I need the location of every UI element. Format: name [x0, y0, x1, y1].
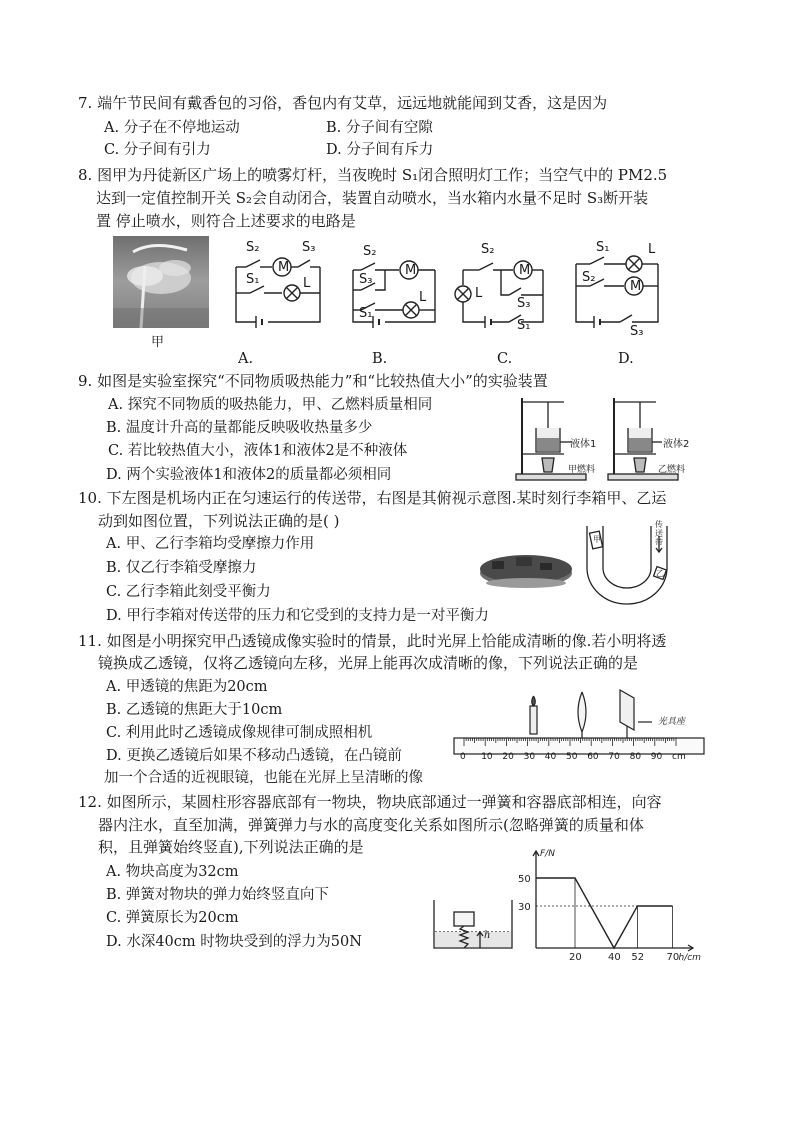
x-tick-label: 40 — [608, 952, 621, 963]
label-jia: 甲 — [593, 535, 601, 544]
sym-s3: S₃ — [359, 272, 373, 287]
sym-s3: S₃ — [302, 240, 316, 255]
q11-option-d[interactable]: D. 更换乙透镜后如果不移动凸透镜，在凸镜前 — [106, 748, 402, 764]
sym-s2: S₂ — [246, 240, 260, 255]
q11-stem-line2: 镜换成乙透镜，仅将乙透镜向左移，光屏上能再次成清晰的像，下列说法正确的是 — [98, 654, 639, 672]
circuit-label-d[interactable]: D. — [618, 351, 634, 367]
sym-s2: S₂ — [363, 244, 377, 259]
y-tick-label: 30 — [518, 902, 531, 913]
q10-option-a[interactable]: A. 甲、乙行李箱均受摩擦力作用 — [106, 536, 315, 552]
y-tick-label: 50 — [518, 874, 531, 885]
circuit-a — [228, 240, 328, 335]
q10-option-c[interactable]: C. 乙行李箱此刻受平衡力 — [106, 584, 271, 600]
ruler-tick-label: 50 — [566, 752, 578, 762]
q8-stem-line3: 置 停止喷水，则符合上述要求的电路是 — [96, 212, 356, 230]
q11-option-d-cont: 加一个合适的近视眼镜，也能在光屏上呈清晰的像 — [104, 770, 423, 786]
q7-option-c[interactable]: C. 分子间有引力 — [104, 142, 211, 158]
q8-stem-line1: 8. 图甲为丹徒新区广场上的喷雾灯杆，当夜晚时 S₁闭合照明灯工作；当空气中的 PM2.5 — [78, 166, 668, 184]
q11-option-a[interactable]: A. 甲透镜的焦距为20cm — [106, 679, 268, 695]
q9-option-c[interactable]: C. 若比较热值大小，液体1和液体2是不种液体 — [108, 443, 408, 459]
q10-stem-line2: 动到如图位置，下列说法正确的是( ) — [98, 512, 340, 530]
ruler-tick-label: cm — [672, 752, 686, 762]
q9-stem: 9. 如图是实验室探究“不同物质吸热能力”和“比较热值大小”的实验装置 — [78, 372, 548, 390]
sym-motor: M — [630, 279, 642, 294]
force-height-chart — [516, 846, 701, 968]
q10-option-b[interactable]: B. 仅乙行李箱受摩擦力 — [106, 560, 257, 576]
circuit-label-c[interactable]: C. — [497, 351, 513, 367]
conveyor-top-view — [585, 522, 671, 604]
optical-bench-figure — [452, 686, 708, 766]
q11-option-c[interactable]: C. 利用此时乙透镜成像规律可制成照相机 — [106, 725, 373, 741]
heating-apparatus-figure — [508, 392, 704, 484]
ruler-scale — [452, 754, 708, 766]
label-liquid2: 液体2 — [663, 439, 690, 450]
sym-s1: S₁ — [517, 318, 531, 333]
q7-option-d[interactable]: D. 分子间有斥力 — [326, 142, 434, 158]
x-tick-label: 70 — [666, 952, 680, 963]
sym-lamp: L — [303, 276, 311, 291]
ruler-tick-label: 70 — [608, 752, 620, 762]
sym-s3: S₃ — [630, 324, 644, 339]
q7-stem: 7. 端午节民间有戴香包的习俗，香包内有艾草，远远地就能闻到艾香，这是因为 — [78, 94, 608, 112]
q12-option-c[interactable]: C. 弹簧原长为20cm — [106, 910, 239, 926]
label-liquid1: 液体1 — [570, 439, 597, 450]
sym-lamp: L — [648, 242, 656, 257]
sym-s2: S₂ — [481, 242, 495, 257]
q11-option-b[interactable]: B. 乙透镜的焦距大于10cm — [106, 702, 283, 718]
sym-motor: M — [519, 263, 531, 278]
label-belt: 传送带 — [655, 520, 663, 547]
spray-lamp-photo — [113, 236, 209, 328]
q12-option-d[interactable]: D. 水深40cm 时物块受到的浮力为50N — [106, 934, 362, 950]
sym-lamp: L — [475, 286, 483, 301]
q9-option-a[interactable]: A. 探究不同物质的吸热能力，甲、乙燃料质量相同 — [108, 397, 433, 413]
sym-s1: S₁ — [246, 272, 260, 287]
q11-stem-line1: 11. 如图是小明探究甲凸透镜成像实验时的情景，此时光屏上恰能成清晰的像.若小明将透 — [78, 632, 667, 650]
sym-s3: S₃ — [517, 296, 531, 311]
q10-option-d[interactable]: D. 甲行李箱对传送带的压力和它受到的支持力是一对平衡力 — [106, 608, 489, 624]
ruler-tick-label: 40 — [544, 752, 557, 762]
q12-option-a[interactable]: A. 物块高度为32cm — [106, 864, 239, 880]
circuit-label-a[interactable]: A. — [238, 351, 254, 367]
label-fuel1: 甲燃料 — [568, 465, 596, 475]
q9-option-b[interactable]: B. 温度计升高的量都能反映吸收热量多少 — [106, 420, 373, 436]
ruler-tick-label: 10 — [481, 752, 493, 762]
q8-stem-line2: 达到一定值控制开关 S₂会自动闭合，装置自动喷水，当水箱内水量不足时 S₃断开装 — [96, 189, 649, 207]
q12-stem-line1: 12. 如图所示，某圆柱形容器底部有一物块，物块底部通过一弹簧和容器底部相连，向容 — [78, 793, 662, 811]
ruler-tick-label: 0 — [460, 752, 466, 762]
circuit-d — [568, 240, 668, 339]
series-line — [536, 878, 673, 948]
ruler-tick-label: 80 — [629, 752, 642, 762]
sym-lamp: L — [419, 290, 427, 305]
label-fuel2: 乙燃料 — [658, 465, 686, 475]
label-screen: 光具座 — [658, 717, 686, 727]
q10-stem-line1: 10. 下左图是机场内正在匀速运行的传送带，右图是其俯视示意图.某时刻行李箱甲、乙运 — [78, 489, 667, 507]
sym-s1: S₁ — [359, 306, 373, 321]
sym-motor: M — [405, 263, 417, 278]
q9-option-d[interactable]: D. 两个实验液体1和液体2的质量都必须相同 — [106, 467, 392, 483]
q12-stem-line3: 积，且弹簧始终竖直),下列说法正确的是 — [98, 838, 364, 856]
label-h: h — [484, 930, 491, 941]
photo-label-jia: 甲 — [151, 335, 165, 350]
container-figure — [430, 894, 516, 952]
q7-option-b[interactable]: B. 分子间有空隙 — [326, 120, 433, 136]
circuit-c — [455, 240, 555, 335]
q12-stem-line2: 器内注水，直至加满，弹簧弹力与水的高度变化关系如图所示(忽略弹簧的质量和体 — [98, 816, 644, 834]
x-tick-label: 52 — [631, 952, 645, 963]
ruler-tick-label: 30 — [523, 752, 536, 762]
ruler-tick-label: 20 — [502, 752, 514, 762]
label-yi: 乙 — [656, 569, 664, 578]
ruler-tick-label: 60 — [587, 752, 599, 762]
q7-option-a[interactable]: A. 分子在不停地运动 — [104, 120, 240, 136]
sym-s1: S₁ — [596, 240, 610, 255]
q12-option-b[interactable]: B. 弹簧对物块的弹力始终竖直向下 — [106, 887, 329, 903]
sym-motor: M — [278, 260, 290, 275]
x-axis-label: h/cm — [678, 953, 701, 963]
x-tick-label: 20 — [569, 952, 582, 963]
conveyor-photo — [478, 543, 574, 591]
circuit-b — [345, 240, 445, 335]
y-axis-label: F/N — [540, 849, 555, 859]
sym-s2: S₂ — [582, 270, 596, 285]
ruler-tick-label: 90 — [650, 752, 663, 762]
circuit-label-b[interactable]: B. — [372, 351, 388, 367]
